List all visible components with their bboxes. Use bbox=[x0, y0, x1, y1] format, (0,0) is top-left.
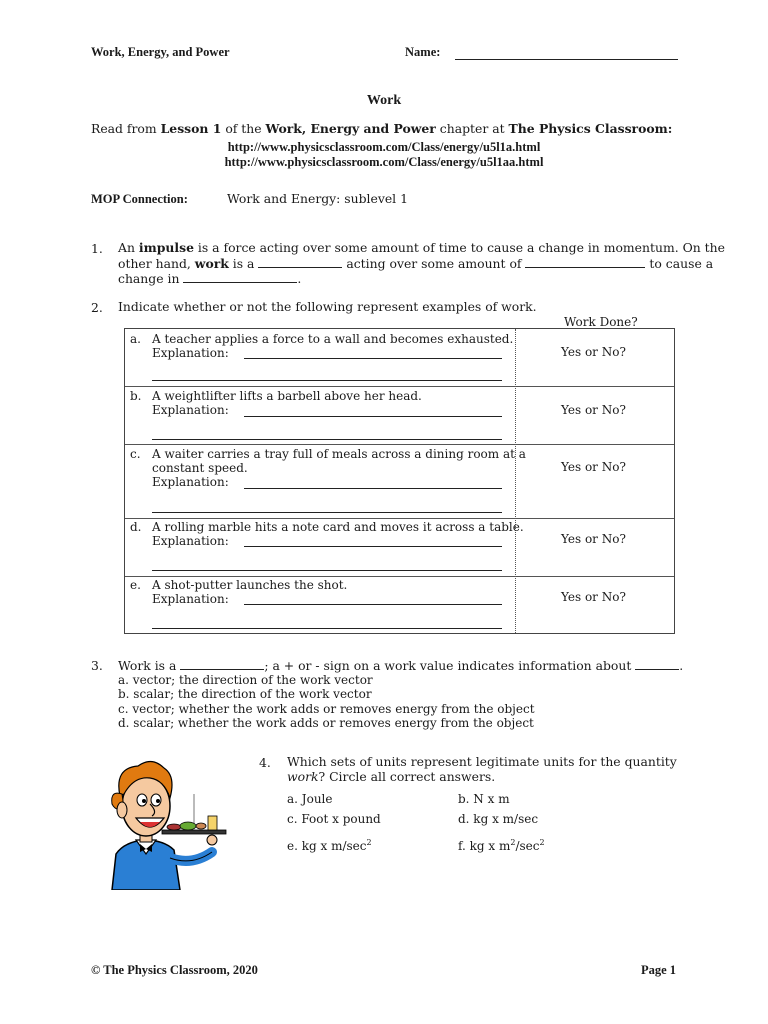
row-statement: A waiter carries a tray full of meals across a dining room at a bbox=[152, 447, 526, 461]
row-statement: A shot-putter launches the shot. bbox=[152, 578, 348, 592]
q1-number: 1. bbox=[91, 241, 103, 256]
q3-number: 3. bbox=[91, 658, 103, 673]
explanation-line[interactable] bbox=[244, 546, 502, 547]
q2-prompt: Indicate whether or not the following represent examples of work. bbox=[118, 299, 537, 314]
q4-unit-a[interactable]: a. Joule bbox=[287, 792, 333, 806]
url-link-1[interactable]: http://www.physicsclassroom.com/Class/energy/u5l1a.html bbox=[227, 140, 541, 154]
work-table bbox=[124, 328, 675, 634]
mop-value: Work and Energy: sublevel 1 bbox=[227, 191, 408, 206]
row-letter: b. bbox=[130, 389, 142, 403]
q3-option-a[interactable]: a. vector; the direction of the work vector bbox=[118, 673, 373, 687]
yes-no-choice[interactable]: Yes or No? bbox=[561, 460, 626, 474]
explanation-line[interactable] bbox=[244, 604, 502, 605]
explanation-line[interactable] bbox=[152, 628, 502, 629]
q4-unit-e[interactable]: e. kg x $m/\sec^2$ bbox=[287, 838, 372, 853]
yes-no-choice[interactable]: Yes or No? bbox=[561, 403, 626, 417]
explanation-line[interactable] bbox=[152, 512, 502, 513]
explanation-label: Explanation: bbox=[152, 592, 229, 606]
yes-no-choice[interactable]: Yes or No? bbox=[561, 590, 626, 604]
name-label: Name: bbox=[405, 45, 441, 59]
header-title: Work, Energy, and Power bbox=[91, 45, 230, 59]
q3-blank-1[interactable] bbox=[180, 658, 264, 670]
explanation-label: Explanation: bbox=[152, 403, 229, 417]
q1-text: An impulse is a force acting over some amount of time to cause a change in momentum. On the other hand, work is a acting over some amount of to cause a change in . bbox=[118, 240, 725, 286]
name-field-line[interactable] bbox=[455, 59, 678, 60]
explanation-line[interactable] bbox=[244, 488, 502, 489]
footer-page-number: Page 1 bbox=[641, 963, 677, 977]
explanation-line[interactable] bbox=[152, 570, 502, 571]
table-row-divider bbox=[125, 518, 674, 519]
q3-blank-2[interactable] bbox=[635, 658, 679, 670]
waiter-illustration-icon bbox=[104, 754, 228, 890]
explanation-label: Explanation: bbox=[152, 534, 229, 548]
explanation-line[interactable] bbox=[244, 358, 502, 359]
q4-number: 4. bbox=[259, 755, 271, 770]
q1-blank-2[interactable] bbox=[525, 256, 645, 268]
q3-text: Work is a ; a + or - sign on a work value indicates information about . bbox=[118, 658, 684, 673]
row-letter: d. bbox=[130, 520, 142, 534]
q3-option-b[interactable]: b. scalar; the direction of the work vector bbox=[118, 687, 372, 701]
explanation-label: Explanation: bbox=[152, 346, 229, 360]
row-statement-cont: constant speed. bbox=[152, 461, 248, 475]
row-statement: A rolling marble hits a note card and moves it across a table. bbox=[152, 520, 524, 534]
url-link-2[interactable]: http://www.physicsclassroom.com/Class/energy/u5l1aa.html bbox=[224, 155, 544, 169]
row-statement: A weightlifter lifts a barbell above her head. bbox=[152, 389, 422, 403]
table-column-divider bbox=[515, 329, 516, 633]
worksheet-title: Work bbox=[366, 93, 402, 108]
mop-label: MOP Connection: bbox=[91, 192, 188, 206]
table-row-divider bbox=[125, 386, 674, 387]
q1-blank-3[interactable] bbox=[183, 271, 297, 283]
explanation-label: Explanation: bbox=[152, 475, 229, 489]
q4-unit-f[interactable]: f. kg x $m^2/\sec^2$ bbox=[458, 838, 545, 853]
q4-unit-b[interactable]: b. N x m bbox=[458, 792, 510, 806]
table-row-divider bbox=[125, 576, 674, 577]
explanation-line[interactable] bbox=[244, 416, 502, 417]
q3-option-c[interactable]: c. vector; whether the work adds or removes energy from the object bbox=[118, 702, 535, 716]
row-letter: e. bbox=[130, 578, 141, 592]
row-statement: A teacher applies a force to a wall and becomes exhausted. bbox=[152, 332, 514, 346]
q1-blank-1[interactable] bbox=[258, 256, 342, 268]
work-done-header: Work Done? bbox=[564, 315, 638, 329]
row-letter: c. bbox=[130, 447, 141, 461]
q4-text: Which sets of units represent legitimate units for the quantity work? Circle all correct answers. bbox=[287, 754, 677, 784]
q4-unit-c[interactable]: c. Foot x pound bbox=[287, 812, 381, 826]
intro-line: Read from Lesson 1 of the Work, Energy and Power chapter at The Physics Classroom: bbox=[91, 121, 673, 136]
row-letter: a. bbox=[130, 332, 141, 346]
q4-unit-d[interactable]: d. kg x m/sec bbox=[458, 812, 539, 826]
q3-option-d[interactable]: d. scalar; whether the work adds or removes energy from the object bbox=[118, 716, 534, 730]
table-row-divider bbox=[125, 444, 674, 445]
q2-number: 2. bbox=[91, 300, 103, 315]
yes-no-choice[interactable]: Yes or No? bbox=[561, 345, 626, 359]
explanation-line[interactable] bbox=[152, 380, 502, 381]
yes-no-choice[interactable]: Yes or No? bbox=[561, 532, 626, 546]
explanation-line[interactable] bbox=[152, 439, 502, 440]
footer-copyright: © The Physics Classroom, 2020 bbox=[91, 963, 258, 977]
